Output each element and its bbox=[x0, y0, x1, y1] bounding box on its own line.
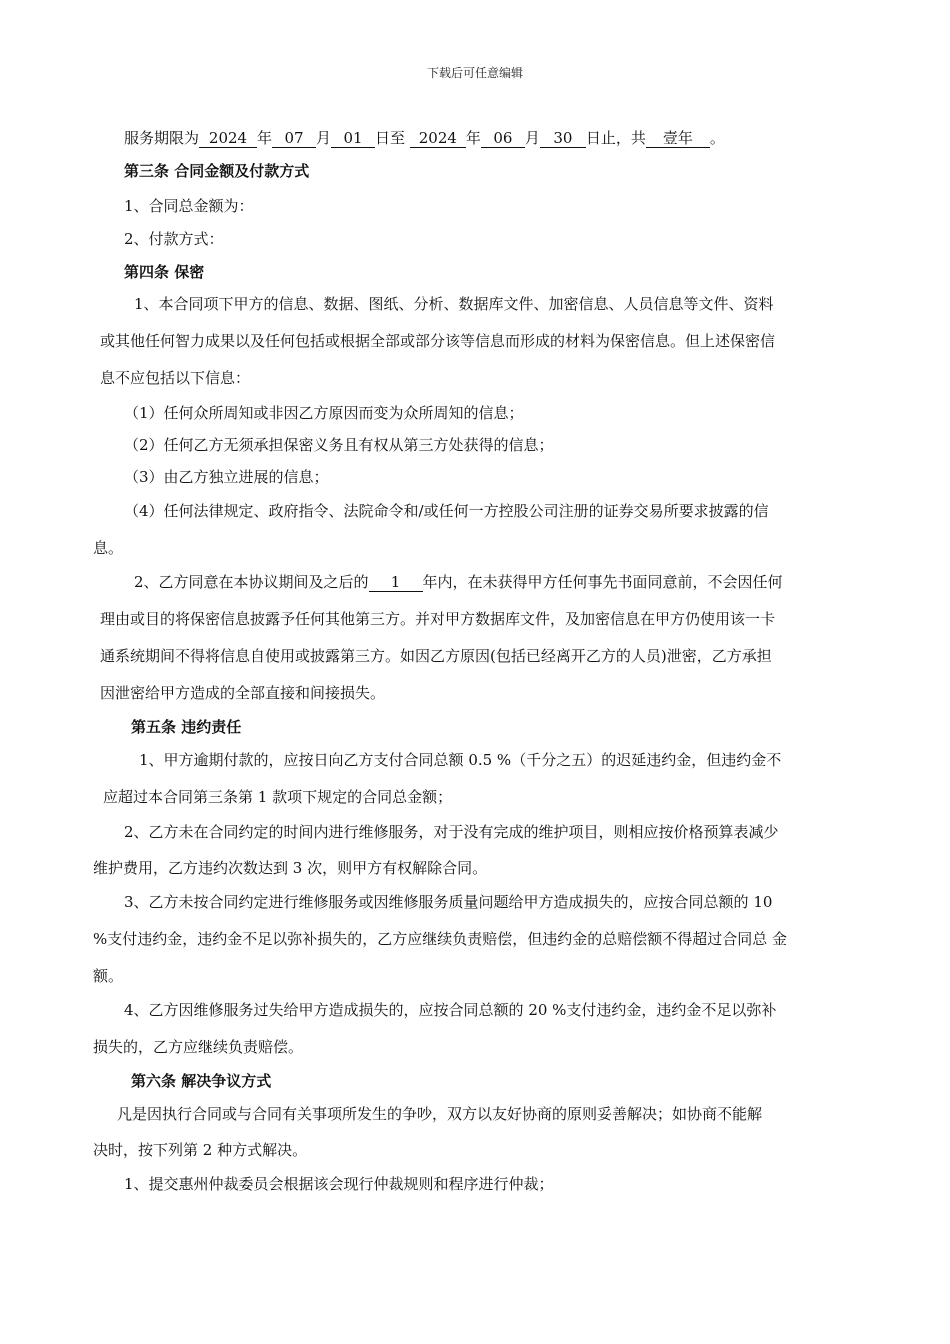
article-6-item-1: 1、提交惠州仲裁委员会根据该会现行仲裁规则和程序进行仲裁； bbox=[124, 1175, 554, 1193]
article-4-para-1-line-1: 1、本合同项下甲方的信息、数据、图纸、分析、数据库文件、加密信息、人员信息等文件、资料 bbox=[134, 295, 774, 313]
term-start-day: 01 bbox=[331, 130, 375, 148]
article-3-item-2: 2、付款方式： bbox=[124, 230, 224, 248]
term-end-month: 06 bbox=[481, 130, 525, 148]
article-4-para-2-line-2: 理由或目的将保密信息披露予任何其他第三方。并对甲方数据库文件，及加密信息在甲方仍使用该一卡 bbox=[100, 610, 776, 628]
article-4-para-2-line-1 bbox=[134, 572, 783, 592]
article-4-item-4-line-1: （4）任何法律规定、政府指令、法院命令和/或任何一方控股公司注册的证券交易所要求披露的信 bbox=[124, 502, 769, 520]
article-4-item-4-line-2: 息。 bbox=[93, 539, 124, 557]
article-5-para-4-line-1: 4、乙方因维修服务过失给甲方造成损失的，应按合同总额的 20 %支付违约金，违约金不足以弥补 bbox=[124, 1001, 777, 1019]
article-5-para-1-line-1: 1、甲方逾期付款的，应按日向乙方支付合同总额 0.5 %（千分之五）的迟延违约金，但违约金不 bbox=[139, 751, 782, 769]
article-5-para-2-line-2: 维护费用，乙方违约次数达到 3 次，则甲方有权解除合同。 bbox=[93, 859, 488, 877]
article-4-para-2-line-4: 因泄密给甲方造成的全部直接和间接损失。 bbox=[100, 684, 386, 702]
service-term-line bbox=[124, 128, 725, 148]
article-4-title: 第四条 保密 bbox=[124, 263, 205, 281]
term-day-end: 日止，共 bbox=[585, 129, 646, 147]
article-3-title: 第三条 合同金额及付款方式 bbox=[124, 162, 310, 180]
confidentiality-years: 1 bbox=[369, 574, 423, 592]
article-5-para-2-line-1: 2、乙方未在合同约定的时间内进行维修服务，对于没有完成的维护项目，则相应按价格预算表减少 bbox=[124, 823, 779, 841]
term-year-label: 年 bbox=[257, 129, 273, 147]
para-2-suffix: 年内，在未获得甲方任何事先书面同意前，不会因任何 bbox=[422, 573, 783, 591]
article-6-para-1-line-2: 决时，按下列第 2 种方式解决。 bbox=[93, 1141, 308, 1159]
article-5-para-3-line-2: %支付违约金，违约金不足以弥补损失的，乙方应继续负责赔偿，但违约金的总赔偿额不得超过合同总 金 bbox=[93, 930, 788, 948]
term-prefix: 服务期限为 bbox=[124, 129, 200, 147]
article-4-item-2: （2）任何乙方无须承担保密义务且有权从第三方处获得的信息； bbox=[124, 436, 554, 454]
term-end-day: 30 bbox=[540, 130, 586, 148]
article-4-para-1-line-3: 息不应包括以下信息： bbox=[100, 369, 251, 387]
article-4-para-1-line-2: 或其他任何智力成果以及任何包括或根据全部或部分该等信息而形成的材料为保密信息。但上述保密信 bbox=[100, 332, 776, 350]
article-5-title: 第五条 违约责任 bbox=[131, 718, 242, 736]
article-5-para-3-line-1: 3、乙方未按合同约定进行维修服务或因维修服务质量问题给甲方造成损失的，应按合同总额的 10 bbox=[124, 893, 773, 911]
term-day-to: 日至 bbox=[375, 129, 406, 147]
term-start-month: 07 bbox=[272, 130, 316, 148]
article-6-title: 第六条 解决争议方式 bbox=[131, 1072, 272, 1090]
term-start-year: 2024 bbox=[199, 130, 257, 148]
article-4-para-2-line-3: 通系统期间不得将信息自使用或披露第三方。如因乙方原因(包括已经离开乙方的人员)泄密，乙方承担 bbox=[100, 647, 772, 665]
article-6-para-1-line-1: 凡是因执行合同或与合同有关事项所发生的争吵，双方以友好协商的原则妥善解决；如协商不能解 bbox=[117, 1105, 763, 1123]
article-5-para-3-line-3: 额。 bbox=[93, 967, 124, 985]
term-period: 。 bbox=[709, 129, 725, 147]
term-year-label-2: 年 bbox=[465, 129, 481, 147]
term-end-year: 2024 bbox=[410, 130, 466, 148]
article-4-item-3: （3）由乙方独立进展的信息； bbox=[124, 468, 329, 486]
para-2-prefix: 2、乙方同意在本协议期间及之后的 bbox=[134, 573, 369, 591]
page-header-note: 下载后可任意编辑 bbox=[426, 66, 523, 80]
term-month-label-2: 月 bbox=[524, 129, 540, 147]
article-4-item-1: （1）任何众所周知或非因乙方原因而变为众所周知的信息； bbox=[124, 404, 524, 422]
term-month-label: 月 bbox=[316, 129, 332, 147]
article-3-item-1: 1、合同总金额为： bbox=[124, 197, 254, 215]
article-5-para-4-line-2: 损失的，乙方应继续负责赔偿。 bbox=[93, 1038, 304, 1056]
term-duration: 壹年 bbox=[646, 130, 710, 148]
article-5-para-1-line-2: 应超过本合同第三条第 1 款项下规定的合同总金额； bbox=[103, 788, 453, 806]
